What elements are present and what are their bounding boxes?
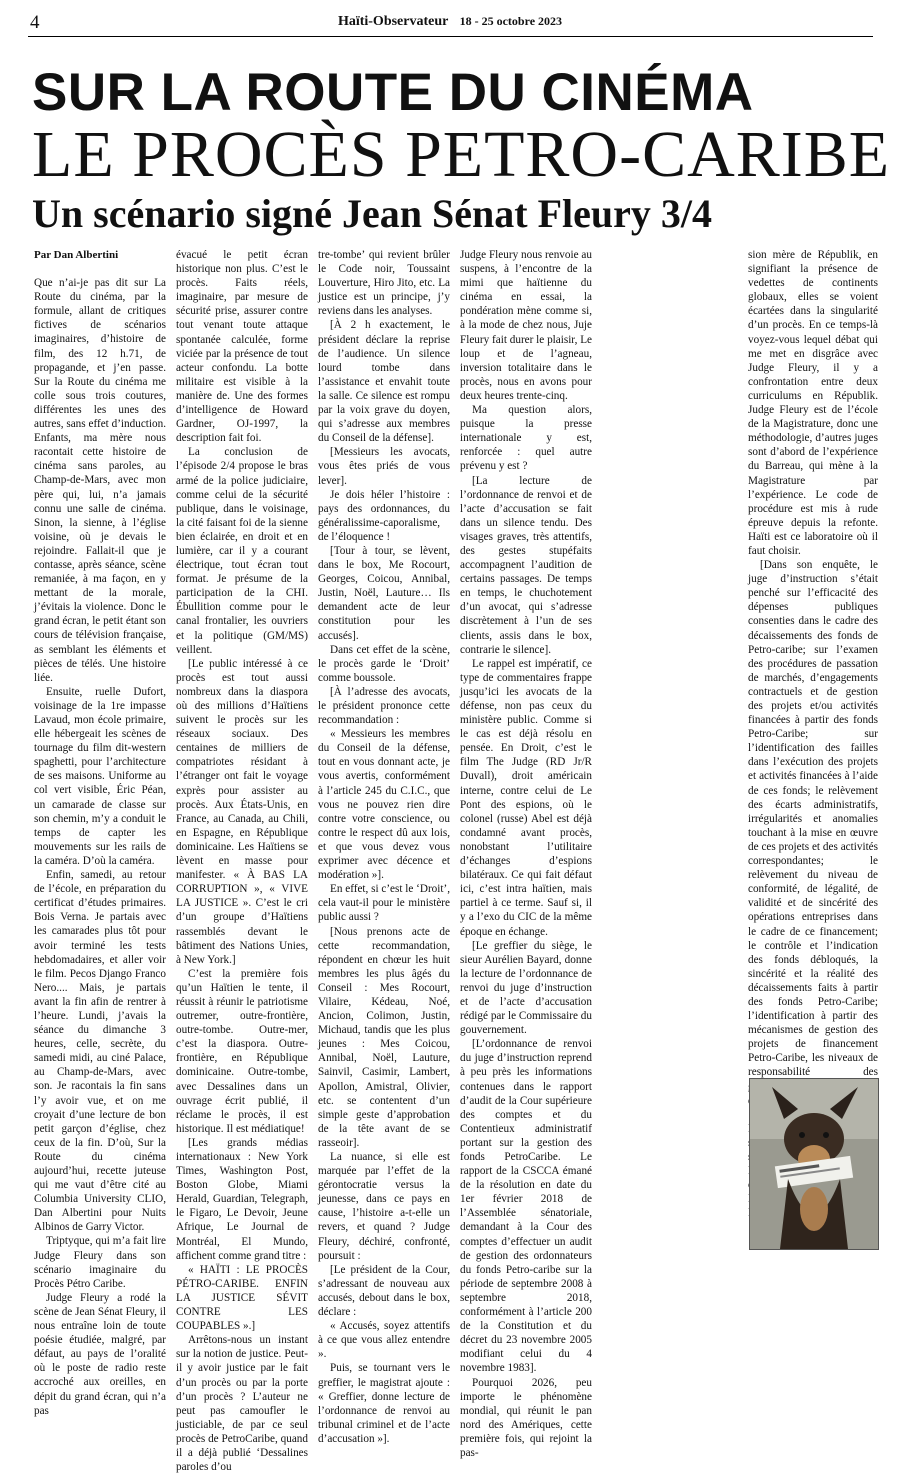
paragraph: C’est la première fois qu’un Haïtien le tente, il réussit à réunir le patriotisme outremer, outre-frontière, outre-tombe. Outre-mer, c’est la diaspora. Outre-frontière, en République dominicaine. Outre-tombe, avec Dessalines dans un ouvrage écrit publié, il réclame le procès, il est historique. Il est médiatique!	[176, 967, 308, 1135]
header-rule	[28, 36, 873, 37]
paragraph: [Dans son enquête, le juge d’instruction s’était penché sur l’efficacité des dépenses publiques consenties dans le cadre des décaissements des fonds de Petro-caribe; sur l’examen des procédures de passation de marchés, d’engagements contractuels et de gestion des projets et/ou activités financées à partir des fonds Petro-Caribe; sur l’identification des failles dans l’exécution des projets et activités financées à l’aide de ces fonds; le relèvement des écarts administratifs, irrégularités et anomalies touchant à la mise en œuvre de ces projets et des activités correspondantes; le relèvement du niveau de conformité, de légalité, de validité et de sincérité des opérations entreprises dans le cadre de ce financement; le contrôle et l’indication des fonds débloqués, la sincérité et la réalité des décaissements faits à partir des fonds Petro-Caribe; l’identification à partir des mécanismes de gestion des projets de financement Petro-Caribe, les niveaux de responsabilité des	[748, 559, 878, 1079]
article-column-2	[176, 248, 308, 1474]
paragraph: Pourquoi 2026, peu importe le phénomène mondial, qui réunit le pan nord des Amériques, cette première fois, qui rejoint la pas-	[460, 1376, 592, 1459]
byline: Par Dan Albertini	[34, 249, 119, 261]
paragraph: sion mère de Républik, en signifiant la présence de vedettes de continents globaux, elles se voient écartées dans la singularité d’un procès. En ce temps-là voyez-vous lequel débat qui me met en disgrâce avec Judge Fleury, il y a confrontation entre deux curriculums en Républik. Judge Fleury est de l’école de la Magistrature, donc une méthodologie, d’autres juges sont d’abord de l’expérience du Barreau, qui mène à la Magistrature par l’expérience. Le code de procédure est mis à rude épreuve depuis la refonte. Haïti est ce laboratoire où il faut choisir.	[748, 249, 878, 557]
paragraph: [Tour à tour, se lèvent, dans le box, Me Rocourt, Georges, Coicou, Annibal, Justin, Noël, Lauture… Ils demandent acte de leur constitution pour les accusés].	[318, 544, 450, 642]
paragraph: La conclusion de l’épisode 2/4 propose le bras armé de la police judiciaire, comme celui de la sécurité publique, dans le voisinage, la cité faisant foi de la sienne bien éclairée, en droit et en lumière, car il y a courant électrique, tout écran tout format. Je présume de la participation de la CHI. Ébullition comme pour le canal frontalier, les ouvriers et la politique (GM/MS) veillent.	[176, 446, 308, 656]
paragraph: « Messieurs les membres du Conseil de la défense, tout en vous donnant acte, je vous avertis, conformément à l’article 245 du C.I.C., que vous ne pouvez rien dire contre votre conscience, ou contre le respect dû aux lois, et que vous devez vous exprimer avec décence et modération »].	[318, 728, 450, 882]
paragraph: En effet, si c’est le ‘Droit’, cela vaut-il pour le ministère public aussi ?	[318, 883, 451, 924]
headline-kicker: SUR LA ROUTE DU CINÉMA	[32, 63, 754, 122]
paragraph: Ma question alors, puisque la presse internationale y est, renforcée : quel autre prévenu y est ?	[460, 404, 592, 473]
paragraph: [Le président de la Cour, s’adressant de nouveau aux accusés, debout dans le box, déclare :	[318, 1263, 450, 1319]
dog-newspaper-photo	[749, 1078, 879, 1250]
headline-sub: Un scénario signé Jean Sénat Fleury 3/4	[32, 191, 712, 236]
paragraph: [L’ordonnance de renvoi du juge d’instruction reprend à peu près les informations contenues dans le rapport d’audit de la Cour supérieure des comptes et du Contentieux administratif portant sur la gestion des fonds PetroCaribe. Le rapport de la CSCCA émané de la résolution en date du 1er février 2018 de l’Assemblée sénatoriale, demandant à la Cour des comptes d’effectuer un audit de gestion des ordonnateurs du fonds Petro-caribe sur la période de septembre 2008 à septembre 2018, conformément à l’article 200 de la Constitution et du décret du 23 novembre 2005 modifiant celui du 4 novembre 1983].	[460, 1038, 592, 1375]
dog-illustration	[750, 1079, 878, 1249]
article-column-4	[460, 248, 592, 1460]
paragraph: [Le public intéressé à ce procès est tout aussi nombreux dans la diaspora où des millions d’Haïtiens suivent le procès sur les réseaux sociaux. Des centaines de milliers de compatriotes résidant à l’étranger ont fait le voyage exprès pour assister au procès. Aux États-Unis, en France, au Canada, au Chili, en Espagne, en République dominicaine. Les Haïtiens se lèvent en masse pour manifester. « À BAS LA CORRUPTION », « VIVE LA JUSTICE ». C’est le cri d’un groupe d’Haïtiens rassemblés devant le bâtiment des Nations Unies, à New York.]	[176, 657, 308, 966]
paragraph: Ensuite, ruelle Dufort, voisinage de la 1re impasse Lavaud, mon école primaire, elle hébergeait les scènes de tournage du film dit-western spaghetti, pour l’architecture de ses maisons. Uniforme au col vert visible, Éric Péan, un camarade de classe sur son chemin, m’y a conduit le temps de capter les mouvements sur les rails de la caméra. D’où la caméra.	[34, 685, 166, 867]
article-column-1	[34, 248, 166, 1418]
paragraph: [Les grands médias internationaux : New York Times, Washington Post, Boston Globe, Miami Herald, Guardian, Telegraph, le Figaro, Le Devoir, Jeune Afrique, Le Journal de Montréal, El Mundo, affichent comme grand titre :	[176, 1136, 308, 1262]
paragraph: Judge Fleury a rodé la scène de Jean Sénat Fleury, il nous entraîne loin de toute poésie étudiée, malgré, par défaut, au pays de l’oralité où le poste de radio reste accroché aux oreilles, en dépit du grand écran, qui n’a pas	[34, 1291, 166, 1417]
masthead	[0, 14, 900, 30]
paper-name: Haïti-Observateur	[337, 14, 449, 29]
paragraph: [Nous prenons acte de cette recommandation, répondent en chœur les huit membres les plus âgés du Conseil : Mes Rocourt, Vilaire, Kédeau, Noé, Ancion, Colimon, Justin, Michaud, tandis que les plus jeunes : Mes Coicou, Annibal, Noël, Lauture, Sainvil, Casimir, Lambert, Apollon, Amistral, Olivier, etc. se contentent d’un simple geste d’approbation de la tête avant de se rasseoir].	[318, 925, 450, 1149]
issue-date: 18 - 25 octobre 2023	[459, 14, 563, 28]
paragraph: La nuance, si elle est marquée par l’effet de la gérontocratie versus la jeunesse, dans ce pays en cause, l’histoire a-t-elle un revers, et quand ? Judge Fleury, déchiré, confronté, poursuit :	[318, 1151, 450, 1262]
paragraph: Dans cet effet de la scène, le procès garde le ‘Droit’ comme boussole.	[318, 643, 450, 684]
paragraph: [À 2 h exactement, le président déclare la reprise de l’audience. Un silence lourd tombe dans l’assistance et envahit toute la salle. Ce silence est rompu par la voix grave du doyen, qui s’adresse aux membres du Conseil de la défense].	[318, 319, 450, 445]
paragraph: tre-tombe’ qui revient brûler le Code noir, Toussaint Louverture, Hiro Jito, etc. La justice est un principe, j’y reviens dans les analyses.	[318, 249, 450, 318]
paragraph: [À l’adresse des avocats, le président prononce cette recommandation :	[318, 685, 450, 727]
paragraph: évacué le petit écran historique non plus. C’est le procès. Faits réels, imaginaire, par mesure de sécurité prise, assurer contre tout venant toute attaque spontanée calculée, forme viciée par la présence de tout acteur confondu. La botte militaire est visible à la manière de. Une des formes d’intelligence de Howard Gardner, OJ-1997, la description fait foi.	[176, 249, 308, 445]
paragraph: Arrêtons-nous un instant sur la notion de justice. Peut-il y avoir justice par le fait d’un procès ou par la porte d’un procès ? L’auteur ne peut pas camoufler le justiciable, de par ce seul procès de PetroCaribe, quand il a déjà publié ‘Dessalines paroles d’ou	[176, 1334, 308, 1474]
paragraph: Je dois héler l’histoire : pays des ordonnances, du généralissime-caporalisme, de l’éloquence !	[318, 488, 450, 543]
paragraph: Le rappel est impératif, ce type de commentaires frappe jusqu’ici les avocats de la défense, non pas ceux du ministère public. Comme si le cas est déjà résolu en pensée. En Droit, c’est le film The Judge (RD Jr/R Duvall), droit américain interne, contre celui de Le Pont des espions, où le colonel (russe) Abel est déjà condamné avant procès, nonobstant l’utilitaire d’échanges d’espions bilatéraux. Ce qui fait défaut ici, c’est intra haïtien, mais partiel à ce terme. Sauf si, il y a l’exo du CIC de la même époque en échange.	[460, 657, 592, 938]
page-header	[0, 10, 900, 34]
paragraph: Que n’ai-je pas dit sur La Route du cinéma, par la formule, allant de critiques fictives de scénarios imaginaires, d’histoire de film, des 12 h.71, de propagande, et j’en passe. Sur la Route du cinéma me colle sous trois coutures, différentes les unes des autres, sans effet d’induction. Enfants, ma mère nous racontait cette histoire de cinéma sans paroles, au Champ-de-Mars, avec mon père qui, lui, n’a jamais connu une salle de cinéma. Sinon, la sienne, à l’église voisine, où je devais le rejoindre. Fallait-il que je contasse, après séance, scène remaniée, à ma façon, en y mettant de la morale, j’évitais la violence. Donc le grand écran, le petit étant son cours de télévision française, as semblant les éléments et pièces de télés. Une histoire liée.	[34, 277, 166, 684]
headline-main: LE PROCÈS PETRO-CARIBE	[32, 118, 891, 191]
paragraph: Judge Fleury nous renvoie au suspens, à l’encontre de la mimi que haïtienne du cinéma en essai, la pondération mène comme si, à la mode de chez nous, Juje Fleury fait durer le plaisir, Le loup et de l’agneau, inversion totalitaire dans le procès, nous en avons pour deux heures trente-cinq.	[460, 249, 592, 402]
page-number: 4	[30, 12, 40, 33]
paragraph: [Le greffier du siège, le sieur Aurélien Bayard, donne la lecture de l’ordonnance de renvoi du juge d’instruction et de l’acte d’accusation rédigé par le Commissaire du gouvernement.	[460, 939, 592, 1037]
paragraph: « Accusés, soyez attentifs à ce que vous allez entendre ».	[318, 1320, 450, 1361]
paragraph: [Messieurs les avocats, vous êtes priés de vous lever].	[318, 446, 450, 487]
paragraph: Puis, se tournant vers le greffier, le magistrat ajoute : « Greffier, donne lecture de l’ordonnance de renvoi au tribunal criminel et de l’acte d’accusation »].	[318, 1362, 450, 1445]
paragraph: Triptyque, qui m’a fait lire Judge Fleury dans son scénario imaginaire du Procès Pétro Caribe.	[34, 1235, 166, 1290]
paragraph: [La lecture de l’ordonnance de renvoi et de l’acte d’accusation se fait dans un silence tendu. Des visages graves, très attentifs, des gestes stupéfaits accompagnent l’audition de certains passages. De temps en temps, le chuchotement d’un avocat, qui s’adresse discrètement à l’un de ses clients, assis dans le box, contrarie le silence].	[460, 474, 592, 656]
article-column-3	[318, 248, 450, 1446]
paragraph: « HAÏTI : LE PROCÈS PÉTRO-CARIBE. ENFIN LA JUSTICE SÉVIT CONTRE LES COUPABLES ».]	[176, 1263, 308, 1333]
paragraph: Enfin, samedi, au retour de l’école, en préparation du certificat d’études primaires. Bois Verna. Je partais avec les camarades plus tôt pour avoir terminé les tests hebdomadaires, et aller voir le film. Pecos Django Franco Nero.... Mais, je partais avant la fin afin de rentrer à l’heure. Lundi, j’avais la séance du dimanche 3 heures, celle, secrète, du samedi midi, au ciné Palace, au Champ-de-Mars, avec son. Je racontais la fin sans l’y avoir vue, et on me croyait d’une lecture de bon petit garçon d’église, chez ceux de la fin. D’où, Sur la Route du cinéma aujourd’hui, recette juteuse qui me vaut d’être cité au Columbia University CLIO, Dan Albertini pour Nuits Albinos de Garry Victor.	[34, 869, 166, 1234]
